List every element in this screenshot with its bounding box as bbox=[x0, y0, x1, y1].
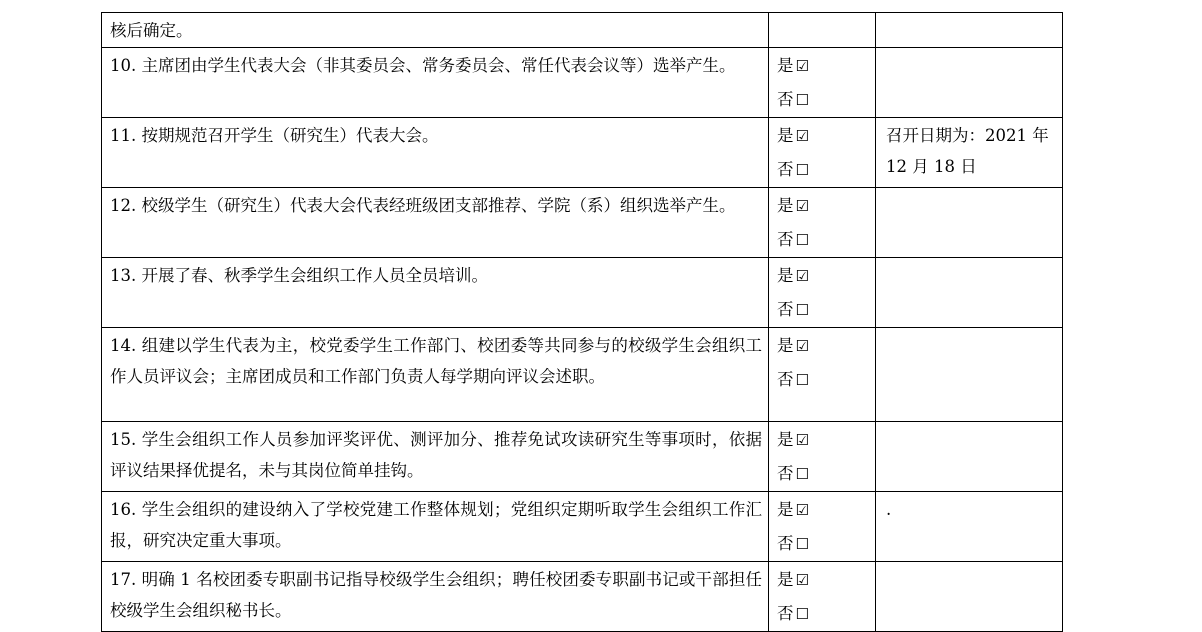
yes-label: 是 bbox=[777, 429, 794, 449]
checked-checkbox[interactable]: ☑ bbox=[795, 336, 809, 355]
empty-checkbox[interactable]: ☐ bbox=[795, 231, 809, 249]
item-text: 10. 主席团由学生代表大会（非其委员会、常务委员会、常任代表会议等）选举产生。 bbox=[110, 55, 736, 75]
table-row bbox=[102, 327, 1063, 421]
yes-label: 是 bbox=[777, 125, 794, 145]
no-label: 否 bbox=[777, 534, 794, 553]
item-text: 16. 学生会组织的建设纳入了学校党建工作整体规划；党组织定期听取学生会组织工作汇报，研究决定重大事项。 bbox=[110, 499, 762, 550]
item-text: 13. 开展了春、秋季学生会组织工作人员全员培训。 bbox=[110, 265, 488, 285]
yes-option bbox=[769, 562, 875, 597]
check-cell bbox=[769, 561, 876, 631]
empty-checkbox[interactable]: ☐ bbox=[795, 91, 809, 109]
no-label: 否 bbox=[777, 300, 794, 319]
yes-option bbox=[769, 328, 875, 363]
checked-checkbox[interactable]: ☑ bbox=[795, 126, 809, 145]
empty-checkbox[interactable]: ☐ bbox=[795, 535, 809, 553]
empty-checkbox[interactable]: ☐ bbox=[795, 301, 809, 319]
yes-label: 是 bbox=[777, 265, 794, 285]
item-cell bbox=[102, 13, 769, 48]
checked-checkbox[interactable]: ☑ bbox=[795, 500, 809, 519]
note-cell bbox=[876, 13, 1063, 48]
no-option bbox=[769, 362, 875, 397]
note-text: 召开日期为：2021 年 12 月 18 日 bbox=[886, 125, 1049, 176]
no-option bbox=[769, 222, 875, 257]
note-text bbox=[876, 328, 1062, 330]
item-text: 核后确定。 bbox=[110, 21, 193, 40]
checked-checkbox[interactable]: ☑ bbox=[795, 570, 809, 589]
note-cell bbox=[876, 117, 1063, 187]
no-label: 否 bbox=[777, 160, 794, 179]
no-label: 否 bbox=[777, 464, 794, 483]
checked-checkbox[interactable]: ☑ bbox=[795, 266, 809, 285]
empty-checkbox[interactable]: ☐ bbox=[795, 161, 809, 179]
yes-option bbox=[769, 118, 875, 153]
no-option bbox=[769, 596, 875, 631]
empty-checkbox[interactable]: ☐ bbox=[795, 605, 809, 623]
table-row bbox=[102, 491, 1063, 561]
note-cell bbox=[876, 421, 1063, 491]
note-text: . bbox=[886, 499, 892, 519]
no-option bbox=[769, 292, 875, 327]
item-cell bbox=[102, 257, 769, 327]
table-row bbox=[102, 561, 1063, 631]
no-option bbox=[769, 82, 875, 117]
checked-checkbox[interactable]: ☑ bbox=[795, 430, 809, 449]
yes-option bbox=[769, 422, 875, 457]
item-cell bbox=[102, 327, 769, 421]
yes-label: 是 bbox=[777, 195, 794, 215]
table-row bbox=[102, 47, 1063, 117]
item-cell bbox=[102, 187, 769, 257]
check-cell bbox=[769, 491, 876, 561]
no-label: 否 bbox=[777, 90, 794, 109]
yes-option bbox=[769, 492, 875, 527]
review-checklist-table bbox=[101, 12, 1063, 632]
item-text: 15. 学生会组织工作人员参加评奖评优、测评加分、推荐免试攻读研究生等事项时，依据评议结果择优提名，未与其岗位简单挂钩。 bbox=[110, 429, 762, 480]
check-cell bbox=[769, 421, 876, 491]
check-cell bbox=[769, 187, 876, 257]
empty-checkbox[interactable]: ☐ bbox=[795, 371, 809, 389]
no-option bbox=[769, 152, 875, 187]
note-cell bbox=[876, 257, 1063, 327]
item-cell bbox=[102, 421, 769, 491]
note-text bbox=[876, 258, 1062, 260]
note-cell bbox=[876, 327, 1063, 421]
item-cell bbox=[102, 491, 769, 561]
table-row bbox=[102, 13, 1063, 48]
note-text bbox=[876, 48, 1062, 50]
no-option bbox=[769, 456, 875, 491]
note-text bbox=[876, 562, 1062, 564]
no-label: 否 bbox=[777, 230, 794, 249]
yes-label: 是 bbox=[777, 335, 794, 355]
table-row bbox=[102, 421, 1063, 491]
yes-label: 是 bbox=[777, 499, 794, 519]
yes-option bbox=[769, 188, 875, 223]
no-label: 否 bbox=[777, 604, 794, 623]
yes-label: 是 bbox=[777, 55, 794, 75]
check-cell bbox=[769, 47, 876, 117]
check-cell bbox=[769, 13, 876, 48]
table-row bbox=[102, 187, 1063, 257]
empty-checkbox[interactable]: ☐ bbox=[795, 465, 809, 483]
item-text: 17. 明确 1 名校团委专职副书记指导校级学生会组织；聘任校团委专职副书记或干部担任校级学生会组织秘书长。 bbox=[110, 569, 762, 620]
table-row bbox=[102, 257, 1063, 327]
item-text: 12. 校级学生（研究生）代表大会代表经班级团支部推荐、学院（系）组织选举产生。 bbox=[110, 195, 736, 215]
table-row bbox=[102, 117, 1063, 187]
item-text: 11. 按期规范召开学生（研究生）代表大会。 bbox=[110, 125, 439, 145]
yes-option bbox=[769, 258, 875, 293]
note-cell bbox=[876, 47, 1063, 117]
yes-option bbox=[769, 48, 875, 83]
item-text: 14. 组建以学生代表为主，校党委学生工作部门、校团委等共同参与的校级学生会组织工作人员评议会；主席团成员和工作部门负责人每学期向评议会述职。 bbox=[110, 335, 762, 386]
no-label: 否 bbox=[777, 370, 794, 389]
item-cell bbox=[102, 117, 769, 187]
yes-label: 是 bbox=[777, 569, 794, 589]
check-cell bbox=[769, 117, 876, 187]
item-cell bbox=[102, 47, 769, 117]
no-option bbox=[769, 526, 875, 561]
note-cell bbox=[876, 187, 1063, 257]
note-text bbox=[876, 422, 1062, 424]
checked-checkbox[interactable]: ☑ bbox=[795, 56, 809, 75]
note-cell bbox=[876, 491, 1063, 561]
check-cell bbox=[769, 327, 876, 421]
item-cell bbox=[102, 561, 769, 631]
note-cell bbox=[876, 561, 1063, 631]
note-text bbox=[876, 188, 1062, 190]
checked-checkbox[interactable]: ☑ bbox=[795, 196, 809, 215]
check-cell bbox=[769, 257, 876, 327]
